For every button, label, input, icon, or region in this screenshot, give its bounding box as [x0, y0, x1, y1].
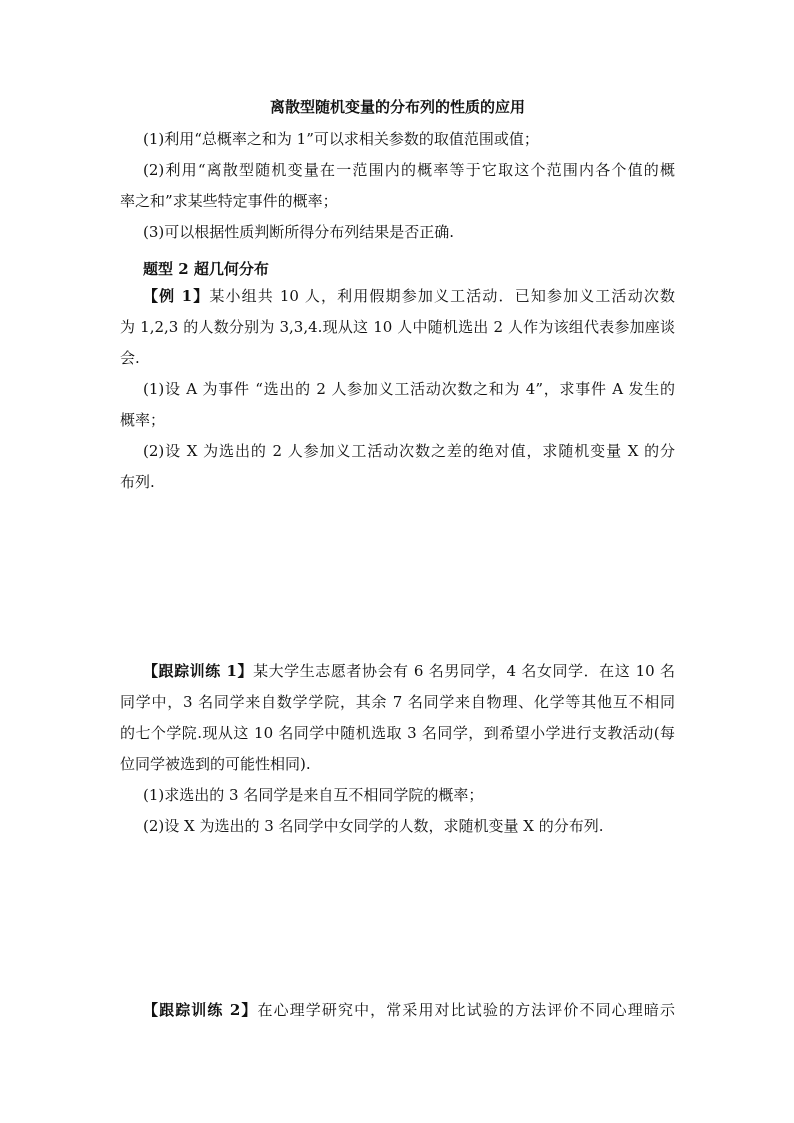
property-item-2-cont: 率之和”求某些特定事件的概率；	[120, 192, 338, 210]
exercise-1-line-2: 同学中，3 名同学来自数学学院，其余 7 名同学来自物理、化学等其他互不相同	[120, 693, 675, 711]
example-1-q1-line-2: 概率；	[120, 411, 166, 429]
document-page	[120, 0, 675, 1123]
example-1-q2-line-2: 布列.	[120, 473, 155, 491]
section-title: 离散型随机变量的分布列的性质的应用	[269, 98, 525, 116]
properties-list	[120, 124, 675, 248]
exercise-2-label: 【跟踪训练 2】	[143, 1001, 258, 1019]
exercise-1-q1: (1)求选出的 3 名同学是来自互不相同学院的概率；	[143, 786, 484, 804]
property-item-2: (2)利用“离散型随机变量在一范围内的概率等于它取这个范围内各个值的概	[143, 161, 675, 179]
example-1-line-1	[120, 281, 675, 312]
example-1-line-2: 为 1,2,3 的人数分别为 3,3,4.现从这 10 人中随机选出 2 人作为该组代表参加座谈	[120, 318, 675, 336]
example-1-text-1: 某小组共 10 人，利用假期参加义工活动．已知参加义工活动次数	[209, 287, 675, 305]
example-1-label: 【例 1】	[143, 287, 210, 305]
property-item-3: (3)可以根据性质判断所得分布列结果是否正确.	[143, 223, 455, 241]
exercise-2	[120, 995, 675, 1026]
exercise-2-line-1	[120, 995, 675, 1026]
example-1-line-3: 会.	[120, 349, 140, 367]
example-1	[120, 281, 675, 498]
example-1-q1-line-1: (1)设 A 为事件 “选出的 2 人参加义工活动次数之和为 4”，求事件 A 发生的	[143, 380, 675, 398]
exercise-1-line-1	[120, 656, 675, 687]
exercise-2-text-1: 在心理学研究中，常采用对比试验的方法评价不同心理暗示	[257, 1001, 675, 1019]
exercise-1-text-1: 某大学生志愿者协会有 6 名男同学，4 名女同学．在这 10 名	[253, 662, 675, 680]
exercise-1-q2: (2)设 X 为选出的 3 名同学中女同学的人数，求随机变量 X 的分布列.	[143, 817, 604, 835]
property-item-1: (1)利用“总概率之和为 1”可以求相关参数的取值范围或值；	[143, 130, 539, 148]
exercise-1	[120, 656, 675, 842]
exercise-1-line-4: 位同学被选到的可能性相同).	[120, 755, 311, 773]
topic-heading: 题型 2 超几何分布	[143, 260, 269, 278]
exercise-1-line-3: 的七个学院.现从这 10 名同学中随机选取 3 名同学，到希望小学进行支教活动(每	[120, 724, 675, 742]
exercise-1-label: 【跟踪训练 1】	[143, 662, 254, 680]
example-1-q2-line-1: (2)设 X 为选出的 2 人参加义工活动次数之差的绝对值，求随机变量 X 的分	[143, 442, 675, 460]
